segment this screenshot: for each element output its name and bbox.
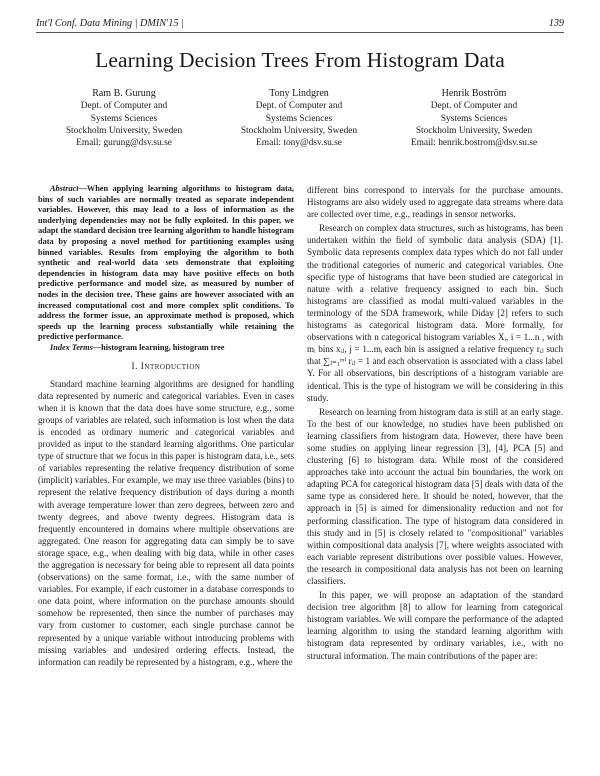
- author-name: Tony Lindgren: [269, 88, 329, 99]
- author-email: Email: henrik.bostrom@dsv.su.se: [410, 138, 538, 149]
- intro-paragraph-4: Research on learning from histogram data is still at an early stage. To the best of our knowledge, no studies have been published on learning classifiers from histogram data. However, there have been some studies on applying linear regression [3], [4], PCA [5] and clustering [6] to histogram data. While most of the considered approaches take into account the actual bin boundaries, the work on adapting PCA for categorical histogram data [5] deals with data of the same type as considered here. It should be noted, however, that the approach in [5] is aimed for dimensionality reduction and not for performing classification. The type of histogram data considered in this study and in [5] is closely related to "compositional" variables within compositional data analysis [7], where weights associated with each variable represent distributions over possible values. However, the research in compositional data analysis has not been on learning classifiers.: [307, 406, 563, 586]
- index-terms-text: —histogram learning, histogram tree: [92, 342, 225, 352]
- author-block: [36, 88, 564, 152]
- author-affiliation: Stockholm University, Sweden: [240, 125, 358, 136]
- author-name: Henrik Boström: [441, 88, 507, 99]
- page-number: 139: [548, 18, 564, 29]
- author-name: Ram B. Gurung: [92, 88, 156, 99]
- running-header: [36, 18, 564, 33]
- author-1: [36, 88, 212, 149]
- right-column: [307, 184, 563, 662]
- section-heading: [38, 361, 294, 373]
- section-number: I.: [131, 361, 138, 372]
- author-email: Email: gurung@dsv.su.se: [76, 138, 172, 149]
- abstract-label: Abstract: [50, 184, 79, 193]
- intro-paragraph-1: Standard machine learning algorithms are designed for handling data represented by numeric and categorical variables. Even in cases when it is known that the data does have some structure, e.g., some groups of variables are related, such information is lost when the data is encoded as ordinary numeric and categorical variables and provided as input to the standard learning algorithms. One particular type of structure that we focus in this paper is histogram data, i.e., sets of variables representing the relative frequency distribution of some (implicit) variables. For example, we may use three variables (bins) to represent the relative frequency distribution of days during a month with average temperature lower than zero degrees, between zero and twenty degrees, and above twenty degrees. Histogram data is frequently encountered in domains where multiple observations are aggregated. One reason for aggregating data can simply be to save storage space, e.g., when dealing with big data, while in other cases the aggregation is necessary for being able to represent all data points (observations) on the same format, i.e., with the same number of variables. For example, if each customer in a database corresponds to one data point, where information on the purchase amounts should somehow be represented, then since the number of purchases may vary from customer to customer, each single purchase cannot be represented by a unique variable without introducing problems with missing variables and undesired ordering effects. Instead, the information can readily be represented by a histogram, e.g., where the: [38, 378, 294, 667]
- intro-paragraph-2: different bins correspond to intervals for the purchase amounts. Histograms are also widely used to aggregate data streams where data are collected over time, e.g., readings in sensor networks.: [307, 185, 563, 220]
- author-affiliation: Stockholm University, Sweden: [415, 125, 533, 136]
- author-dept: Dept. of Computer and: [430, 101, 518, 112]
- index-terms-label: Index Terms: [50, 342, 93, 352]
- author-affiliation: Stockholm University, Sweden: [65, 125, 183, 136]
- author-3: [386, 88, 562, 149]
- left-column: [38, 184, 294, 668]
- author-dept: Systems Sciences: [90, 113, 158, 124]
- abstract: [38, 184, 294, 343]
- section-title: Introduction: [140, 361, 201, 372]
- abstract-text: —When applying learning algorithms to histogram data, bins of such variables are normally treated as separate independent variables. However, this may lead to a loss of information as the underlying dependencies may not be fully exploited. In this paper, we adapt the standard decision tree learning algorithm to handle histogram data by proposing a novel method for partitioning examples using binned variables. Results from employing the algorithm to both synthetic and real-world data sets demonstrate that exploiting dependencies in histogram data may have positive effects on both predictive performance and model size, as measured by number of nodes in the decision tree. These gains are however associated with an increased computational cost and more complex split conditions. To address the former issue, an approximate method is proposed, which speeds up the learning process substantially while retaining the predictive performance.: [38, 184, 294, 342]
- intro-paragraph-3: Research on complex data structures, such as histograms, has been undertaken within the field of symbolic data analysis (SDA) [1]. Symbolic data represents complex data types which do not fall under the traditional categories of numeric and categorical variables. One specific type of histograms that have been studied are categorical in nature with a relative frequency assigned to each bin. Such histograms are classified as modal multi-valued variables in the terminology of the SDA framework, while Diday [2] refers to such histograms as categorical histogram data. More formally, for observations with n categorical histogram variables Xᵢ, i = 1...n , with mᵢ bins xᵢⱼ, j = 1...mᵢ each bin is assigned a relative frequency rᵢⱼ such that ∑ⱼ₌₁ᵐⁱ rᵢⱼ = 1 and each observation is associated with a class label Y. For all observations, bin descriptions of a histogram variable are identical. This is the type of histogram we will be considering in this study.: [307, 223, 563, 403]
- author-dept: Systems Sciences: [265, 113, 333, 124]
- paper-title: Learning Decision Trees From Histogram Data: [95, 48, 505, 72]
- author-dept: Systems Sciences: [440, 113, 508, 124]
- author-email: Email: tony@dsv.su.se: [256, 138, 342, 149]
- author-dept: Dept. of Computer and: [80, 101, 168, 112]
- author-2: [211, 88, 387, 149]
- venue-label: Int'l Conf. Data Mining | DMIN'15 |: [36, 18, 184, 29]
- author-dept: Dept. of Computer and: [255, 101, 343, 112]
- index-terms: [38, 343, 294, 354]
- intro-paragraph-5: In this paper, we will propose an adaptation of the standard decision tree algorithm [8] to allow for learning from categorical histogram variables. We will compare the performance of the adapted learning algorithm to using the standard learning algorithm with histogram data represented by ordinary variables, i.e., with no structural information. The main contributions of the paper are:: [307, 590, 563, 661]
